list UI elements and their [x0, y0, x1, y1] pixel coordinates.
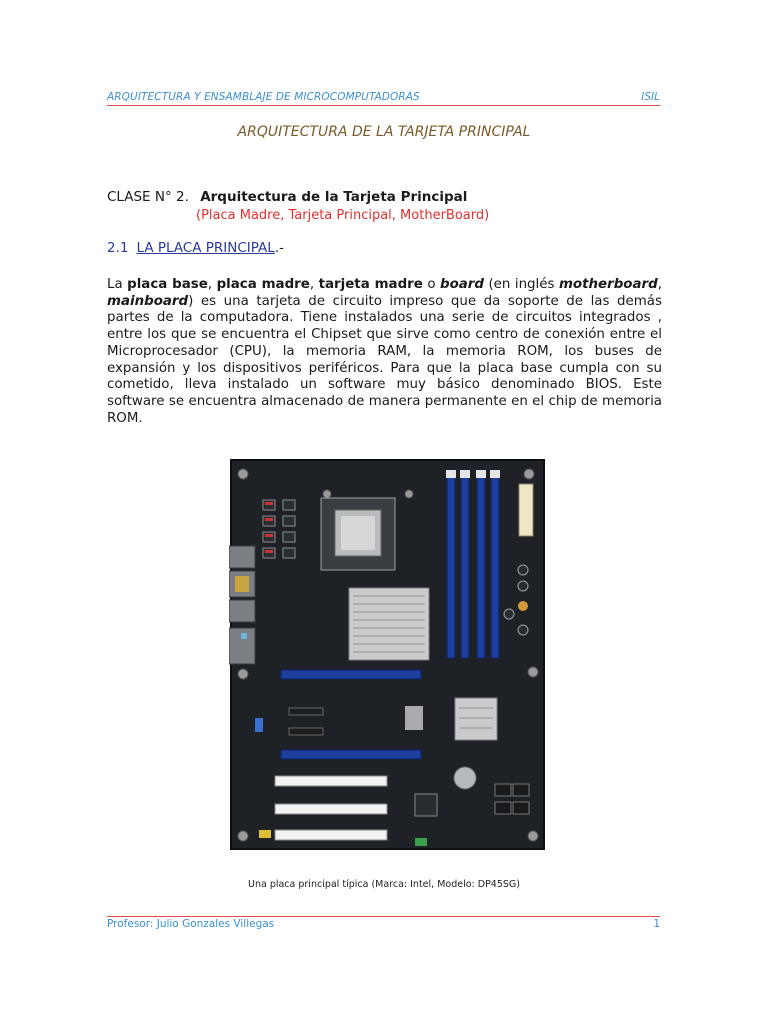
page-title: ARQUITECTURA DE LA TARJETA PRINCIPAL — [237, 124, 531, 140]
class-heading — [107, 189, 467, 205]
para-text: La — [107, 277, 128, 292]
section-suffix: .- — [274, 240, 284, 256]
para-text: o — [422, 277, 440, 292]
motherboard-image — [229, 458, 546, 851]
para-text: (en inglés — [484, 277, 559, 292]
class-title: Arquitectura de la Tarjeta Principal — [200, 189, 468, 205]
term-placa-base: placa base — [127, 277, 208, 292]
section-link[interactable]: LA PLACA PRINCIPAL — [136, 240, 275, 256]
para-text: ) es una tarjeta de circuito impreso que da soporte de las demás partes de la computadora. Tiene instalados una serie de circuitos integrados , entre los que se encuentra el Chipset que sirve como centro de conexión entre el Microprocesador (CPU), la memoria RAM, la memoria ROM, los buses de expansión y los dispositivos periféricos. Para que la placa base cumpla con su cometido, lleva instalado un software muy básico denominado BIOS. Este software se encuentra almacenado de manera permanente en el chip de memoria ROM. — [107, 293, 662, 426]
header-institution: ISIL — [641, 91, 660, 103]
class-number: CLASE N° 2. — [107, 189, 189, 205]
footer-rule — [107, 916, 660, 917]
section-number: 2.1 — [107, 240, 129, 256]
para-text: , — [657, 277, 663, 292]
class-subtitle: (Placa Madre, Tarjeta Principal, MotherBoard) — [196, 208, 490, 223]
term-mainboard: mainboard — [107, 293, 189, 309]
term-placa-madre: placa madre — [216, 277, 310, 292]
para-text: , — [309, 277, 319, 292]
page-number: 1 — [653, 918, 660, 930]
figure-caption: Una placa principal típica (Marca: Intel, Modelo: DP45SG) — [248, 879, 520, 890]
section-heading — [107, 240, 284, 256]
term-motherboard: motherboard — [558, 277, 658, 292]
footer-author: Profesor: Julio Gonzales Villegas — [107, 918, 275, 930]
para-text: , — [207, 277, 217, 292]
header-course-title: ARQUITECTURA Y ENSAMBLAJE DE MICROCOMPUTADORAS — [107, 91, 420, 103]
body-paragraph — [107, 277, 662, 427]
term-board: board — [439, 277, 484, 292]
term-tarjeta-madre: tarjeta madre — [318, 277, 423, 292]
header-rule — [107, 105, 660, 106]
